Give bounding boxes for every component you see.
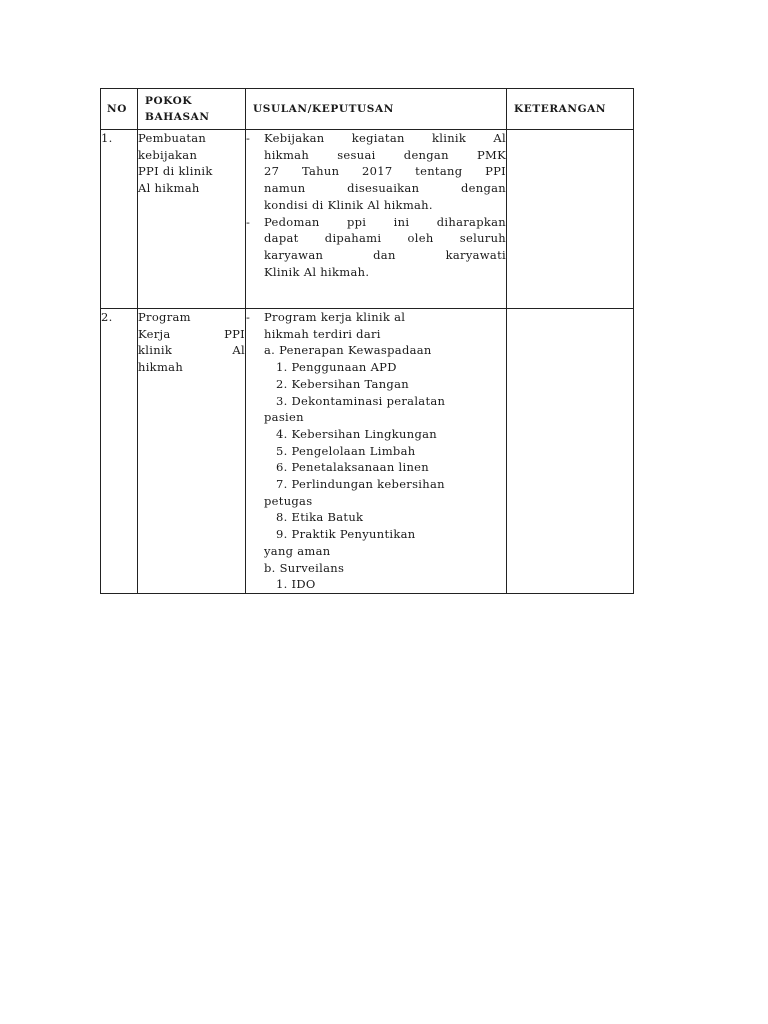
row-number: 1.: [101, 130, 138, 309]
list-item: 6. Penetalaksanaan linen: [276, 460, 429, 475]
text-line: hikmah terdiri dari: [264, 326, 381, 341]
table-row: [101, 130, 634, 309]
pokok-line: klinik Al: [138, 343, 245, 358]
list-item: 1. Penggunaan APD: [276, 360, 397, 375]
list-item: 8. Etika Batuk: [276, 510, 364, 525]
pokok-line: hikmah: [138, 360, 184, 375]
dash-marker: -: [246, 214, 251, 229]
pokok-bahasan-cell: [138, 309, 246, 594]
list-item-continuation: pasien: [264, 410, 304, 425]
pokok-bahasan-cell: [138, 130, 246, 309]
keterangan-cell: [507, 309, 634, 594]
list-item-continuation: yang aman: [264, 543, 331, 558]
header-pokok-line2: BAHASAN: [145, 111, 210, 123]
pokok-line: PPI di klinik: [138, 164, 213, 179]
header-row: [101, 89, 634, 130]
bullet-item: [246, 309, 506, 342]
text-line: hikmah sesuai dengan PMK: [264, 147, 506, 162]
header-no: NO: [101, 89, 138, 130]
list-item: 5. Pengelolaan Limbah: [276, 443, 416, 458]
bullet-item: [246, 130, 506, 214]
text-line: 27 Tahun 2017 tentang PPI: [264, 164, 506, 179]
usulan-cell: [246, 130, 507, 309]
list-item: 1. IDO: [276, 577, 316, 592]
minutes-table: [100, 88, 634, 594]
dash-marker: -: [246, 131, 251, 145]
text-line: Kebijakan kegiatan klinik Al: [264, 131, 506, 145]
header-keterangan: KETERANGAN: [507, 89, 634, 130]
list-item: 9. Praktik Penyuntikan: [276, 527, 416, 542]
table-row: [101, 309, 634, 594]
text-line: Klinik Al hikmah.: [264, 264, 370, 279]
text-line: karyawan dan karyawati: [264, 247, 506, 262]
pokok-line: kebijakan: [138, 147, 198, 162]
list-item: 4. Kebersihan Lingkungan: [276, 426, 437, 441]
row-number: 2.: [101, 309, 138, 594]
list-item: 2. Kebersihan Tangan: [276, 376, 409, 391]
keterangan-cell: [507, 130, 634, 309]
section-a-heading: a. Penerapan Kewaspadaan: [264, 343, 432, 358]
text-line: dapat dipahami oleh seluruh: [264, 231, 506, 246]
dash-marker: -: [246, 310, 251, 324]
text-line: Pedoman ppi ini diharapkan: [264, 214, 506, 229]
pokok-line: Pembuatan: [138, 131, 207, 145]
pokok-line: Al hikmah: [138, 181, 200, 196]
pokok-line: Program: [138, 310, 191, 324]
text-line: kondisi di Klinik Al hikmah.: [264, 197, 433, 212]
text-line: namun disesuaikan dengan: [264, 181, 506, 196]
list-item: 7. Perlindungan kebersihan: [276, 477, 445, 492]
header-pokok-line1: POKOK: [145, 95, 193, 107]
pokok-line: Kerja PPI: [138, 326, 245, 341]
list-item: 3. Dekontaminasi peralatan: [276, 393, 446, 408]
header-usulan-keputusan: USULAN/KEPUTUSAN: [246, 89, 507, 130]
text-line: Program kerja klinik al: [264, 310, 406, 324]
bullet-item: [246, 214, 506, 281]
list-item-continuation: petugas: [264, 493, 313, 508]
section-b-heading: b. Surveilans: [264, 560, 345, 575]
header-pokok-bahasan: [138, 89, 246, 130]
usulan-cell: [246, 309, 507, 594]
